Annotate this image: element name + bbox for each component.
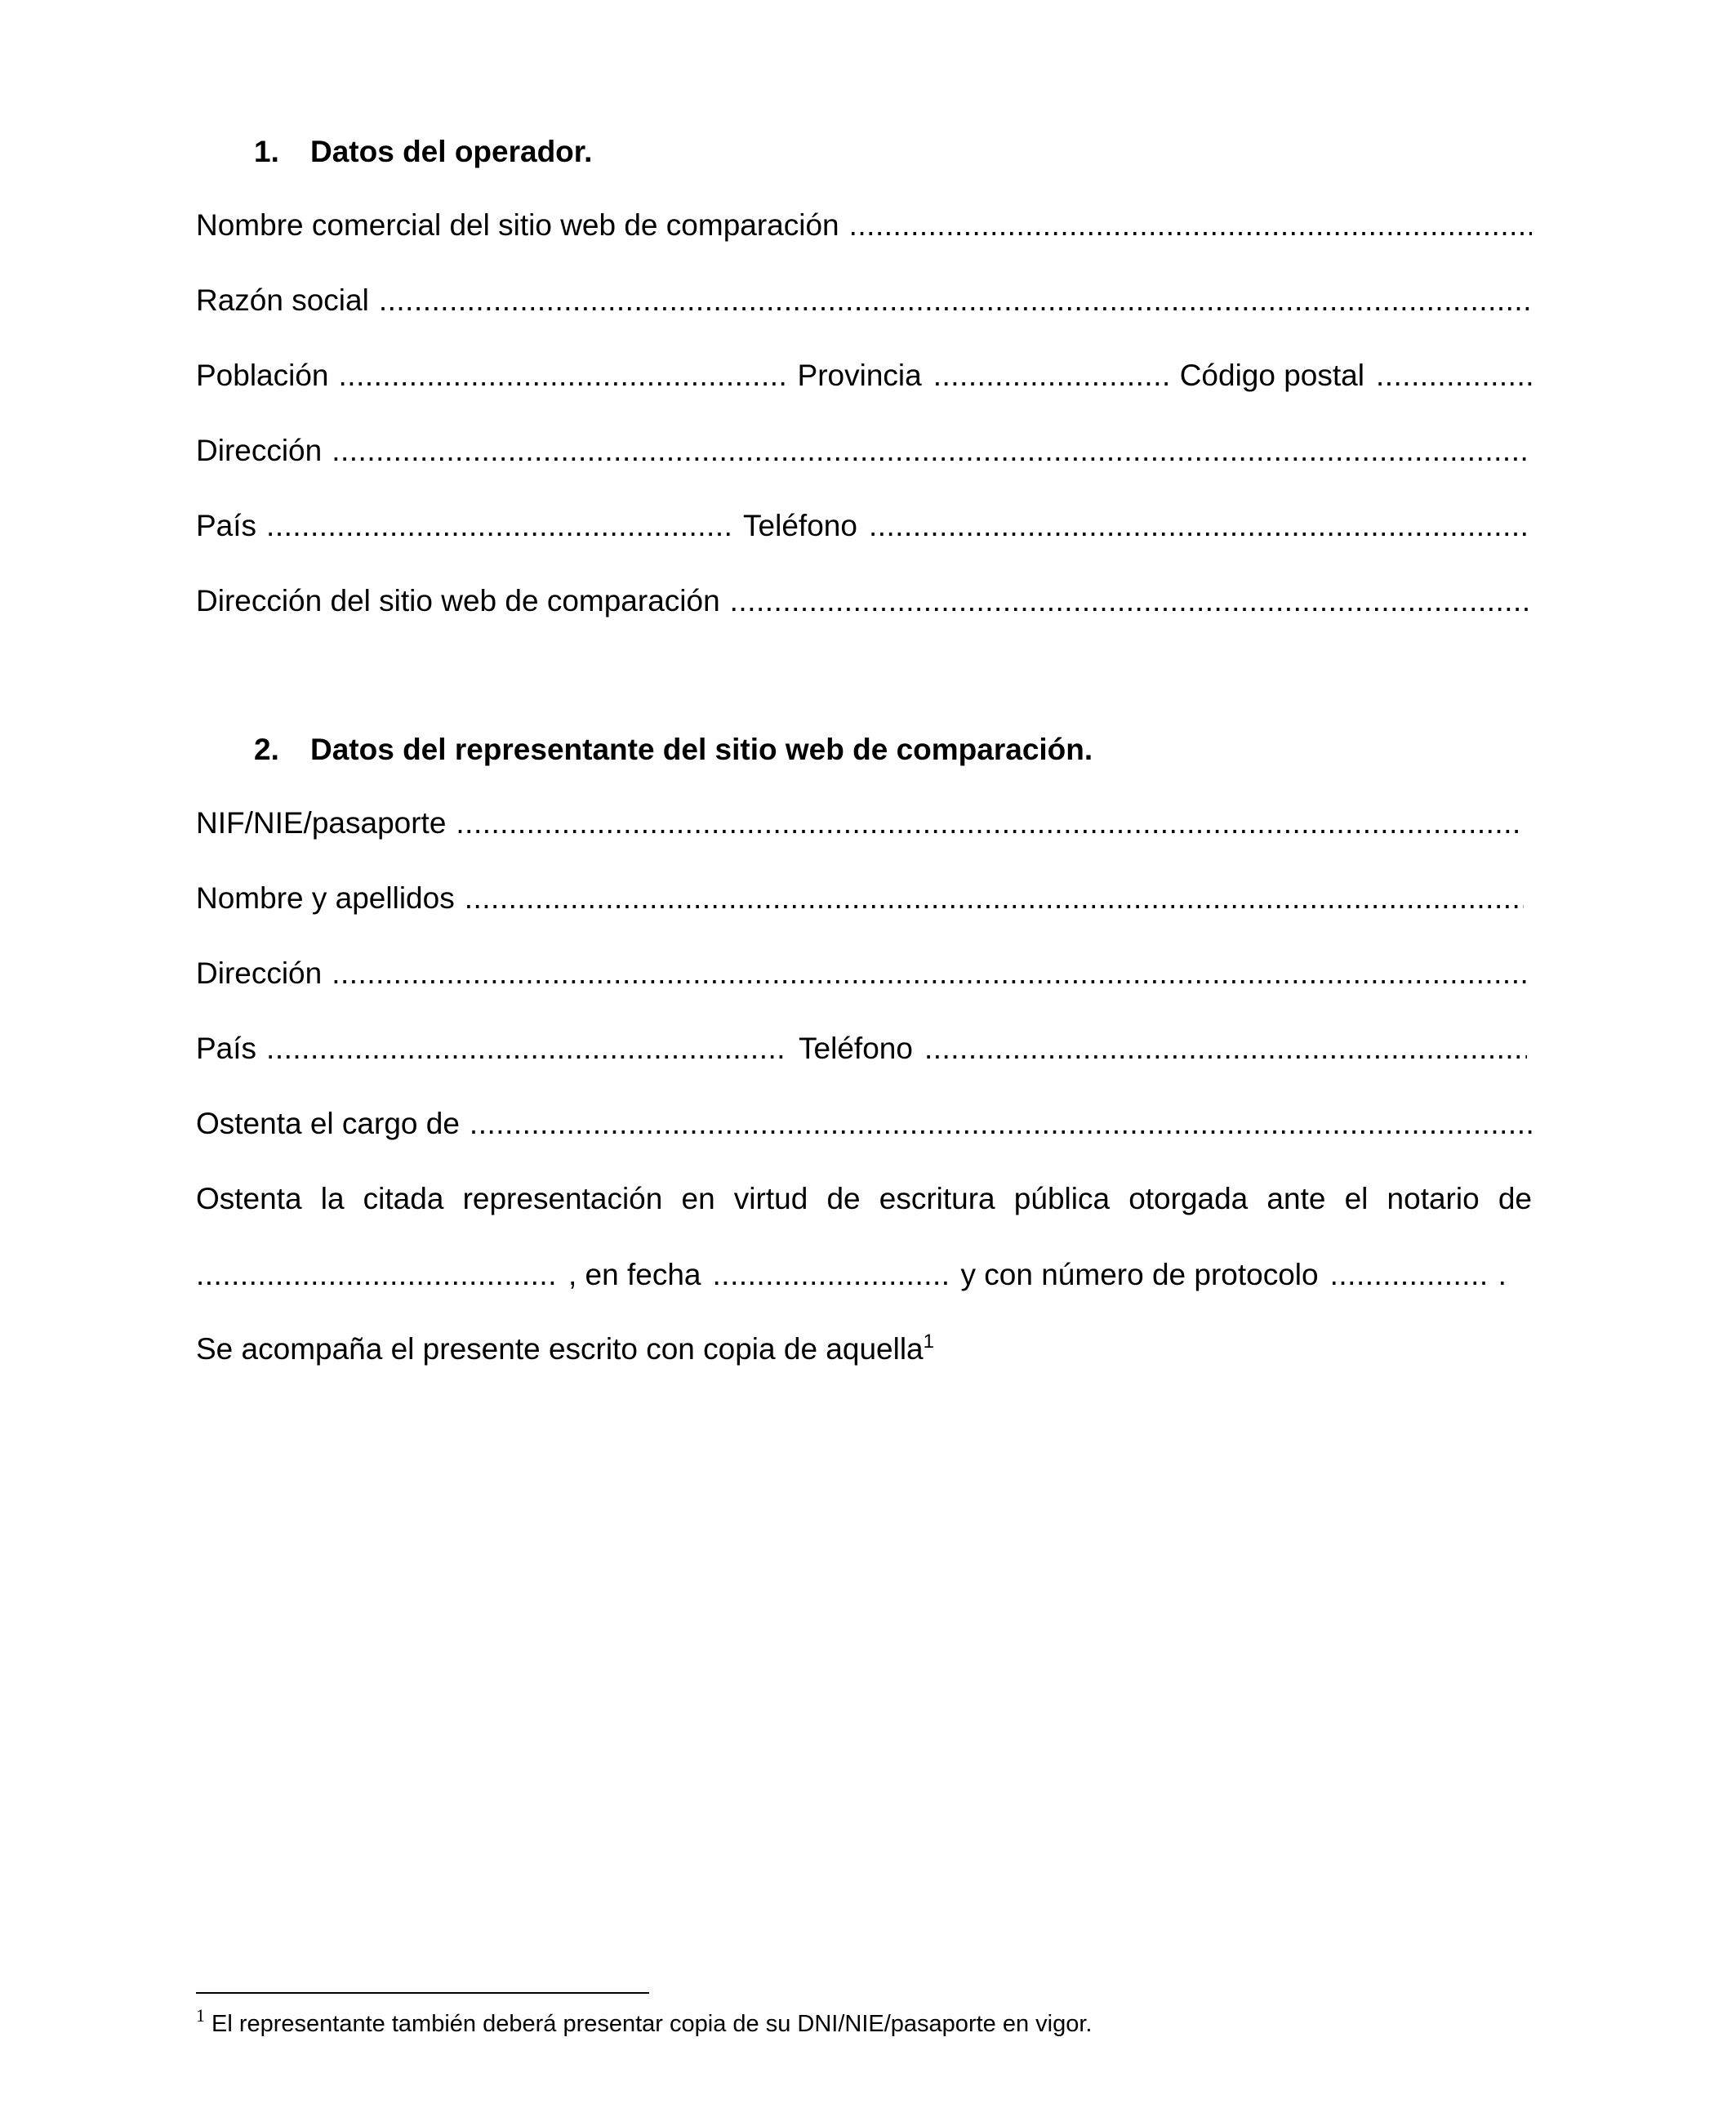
acompana-paragraph — [196, 1330, 1532, 1369]
field-label: Código postal — [1179, 359, 1364, 392]
field-label: País — [196, 1032, 257, 1065]
representation-paragraph: Ostenta la citada representación en virtud de escritura pública otorgada ante el notario de — [196, 1182, 1532, 1215]
field-nif[interactable] — [196, 804, 1524, 843]
field-direccion[interactable] — [196, 431, 1527, 470]
fill-in-dots[interactable] — [839, 206, 1532, 245]
field-label: Ostenta el cargo de — [196, 1107, 460, 1140]
field-label: Teléfono — [799, 1032, 913, 1065]
fill-in-dots[interactable] — [713, 1255, 950, 1295]
fill-in-dots[interactable] — [322, 954, 1527, 993]
field-label: , en fecha — [568, 1258, 701, 1291]
field-nombre-apellidos[interactable] — [196, 879, 1524, 918]
fill-in-dots[interactable] — [196, 1255, 557, 1295]
field-poblacion-provincia-cp[interactable] — [196, 356, 1532, 395]
fill-in-dots[interactable] — [256, 506, 732, 546]
fill-in-dots[interactable] — [446, 804, 1524, 843]
footnote — [196, 2005, 1093, 2039]
field-representante-direccion[interactable] — [196, 954, 1527, 993]
fill-in-dots[interactable] — [720, 582, 1532, 621]
field-label: Nombre comercial del sitio web de comparación — [196, 208, 839, 242]
fill-in-dots[interactable] — [1330, 1255, 1487, 1295]
field-label: Dirección del sitio web de comparación — [196, 584, 720, 617]
section-2-title: Datos del representante del sitio web de comparación. — [310, 733, 1093, 766]
field-pais-telefono[interactable] — [196, 506, 1527, 546]
footnote-separator — [196, 1992, 649, 1994]
field-notario-fecha-protocolo[interactable] — [196, 1255, 1532, 1295]
fill-in-dots[interactable] — [256, 1029, 787, 1068]
footnote-mark: 1 — [196, 2005, 205, 2026]
field-label: Dirección — [196, 956, 323, 990]
fill-in-dots[interactable] — [455, 879, 1524, 918]
acompana-text: Se acompaña el presente escrito con copia de aquella — [196, 1332, 924, 1366]
field-label: Teléfono — [743, 509, 857, 542]
fill-in-dots[interactable] — [924, 1029, 1527, 1068]
end-period: . — [1498, 1258, 1507, 1291]
field-label: Provincia — [797, 359, 922, 392]
fill-in-dots[interactable] — [869, 506, 1527, 546]
field-label: Dirección — [196, 434, 323, 467]
field-label: Razón social — [196, 283, 369, 317]
fill-in-dots[interactable] — [329, 356, 786, 395]
section-1-title: Datos del operador. — [310, 135, 593, 168]
field-label: Nombre y apellidos — [196, 881, 455, 915]
field-label: y con número de protocolo — [960, 1258, 1319, 1291]
fill-in-dots[interactable] — [1376, 356, 1532, 395]
field-nombre-comercial[interactable] — [196, 206, 1532, 245]
footnote-reference[interactable]: 1 — [923, 1331, 934, 1353]
field-representante-pais-telefono[interactable] — [196, 1029, 1527, 1068]
section-2-number: 2. — [254, 733, 279, 766]
fill-in-dots[interactable] — [460, 1104, 1532, 1143]
field-label: Población — [196, 359, 329, 392]
field-razon-social[interactable] — [196, 281, 1532, 320]
field-cargo[interactable] — [196, 1104, 1532, 1143]
fill-in-dots[interactable] — [322, 431, 1527, 470]
fill-in-dots[interactable] — [933, 356, 1168, 395]
footnote-text: El representante también deberá presentar copia de su DNI/NIE/pasaporte en vigor. — [211, 2011, 1093, 2037]
field-label: País — [196, 509, 257, 542]
field-label: NIF/NIE/pasaporte — [196, 806, 447, 840]
field-direccion-web[interactable] — [196, 582, 1532, 621]
section-1-number: 1. — [254, 135, 279, 168]
fill-in-dots[interactable] — [369, 281, 1532, 320]
